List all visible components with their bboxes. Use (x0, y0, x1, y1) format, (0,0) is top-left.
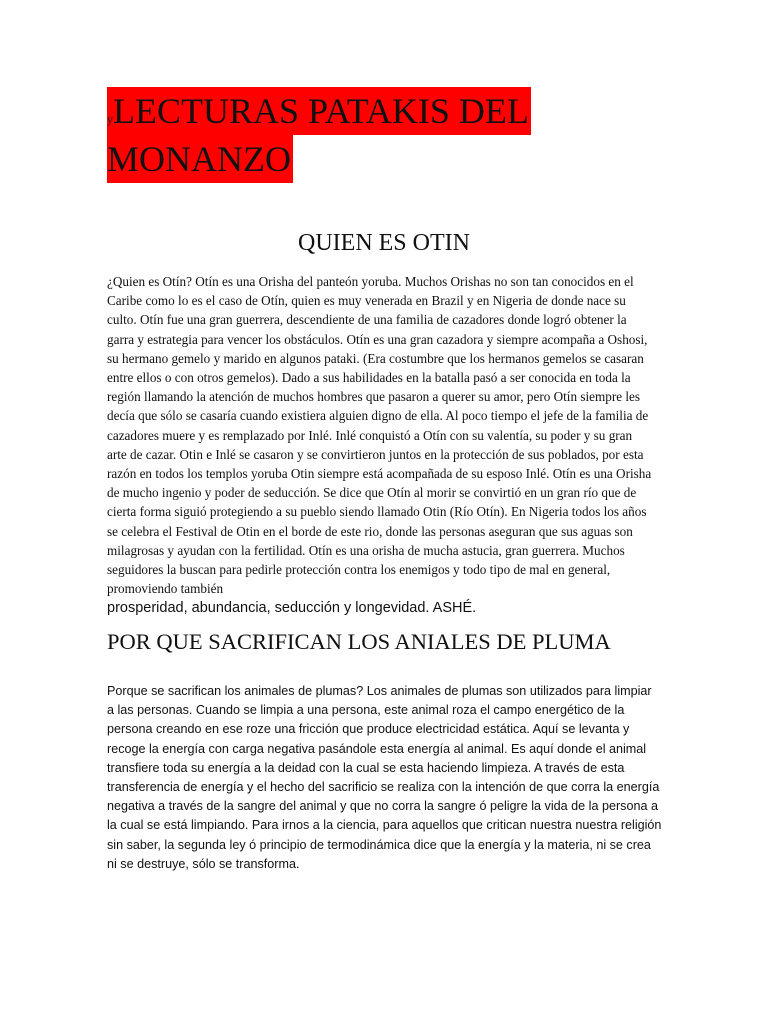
document-title (107, 87, 527, 183)
title-line-1 (107, 87, 531, 135)
title-line-2 (107, 135, 293, 183)
section-heading-pluma: POR QUE SACRIFICAN LOS ANIALES DE PLUMA (107, 629, 611, 654)
title-text-1: LECTURAS PATAKIS DEL (113, 91, 529, 131)
section-body-otin (107, 272, 655, 619)
otin-body-tail: prosperidad, abundancia, seducción y longevidad. ASHÉ. (107, 600, 477, 617)
section-heading-otin: QUIEN ES OTIN (298, 230, 470, 256)
title-text-2: MONANZO (107, 139, 291, 179)
section-body-pluma: Porque se sacrifican los animales de plumas? Los animales de plumas son utilizados para limpiar a las personas. Cuando se limpia a una persona, este animal roza el campo energético de la persona creando en ese roze una fricción que produce electricidad estática. Aquí se levanta y recoge la energía con carga negativa pasándole esta energía al animal. Es aquí donde el animal transfiere toda su energía a la deidad con la cual se esta haciendo limpieza. A través de esta transferencia de energía y el hecho del sacrificio se realiza con la intención de que corra la energía negativa a través de la sangre del animal y que no corra la sangre ó peligre la vida de la persona a la cual se está limpiando. Para irnos a la ciencia, para aquellos que critican nuestra nuestra religión sin saber, la segunda ley ó principio de termodinámica dice que la energía y la materia, ni se crea ni se destruye, sólo se transforma. (107, 684, 662, 871)
otin-body-text: ¿Quien es Otín? Otín es una Orisha del panteón yoruba. Muchos Orishas no son tan conocidos en el Caribe como lo es el caso de Otín, quien es muy venerada en Brazil y en Nigeria de donde nace su culto. Otín fue una gran guerrera, descendiente de una familia de cazadores donde logró obtener la garra y estrategia para vencer los obstáculos. Otín es una gran cazadora y siempre acompaña a Oshosi, su hermano gemelo y marido en algunos pataki. (Era costumbre que los hermanos gemelos se casaran entre ellos o con otros gemelos). Dado a sus habilidades en la batalla pasó a ser conocida en toda la región llamando la atención de muchos hombres que pasaron a querer su amor, pero Otín siempre les decía que sólo se casaría cuando existiera alguien digno de ella. Al poco tiempo el jefe de la familia de cazadores muere y es remplazado por Inlé. Inlé conquistó a Otín con su valentía, su poder y su gran arte de cazar. Otin e Inlé se casaron y se convirtieron juntos en la protección de sus poblados, por esta razón en todos los templos yoruba Otin siempre está acompañada de su esposo Inlé. Otín es una Orisha de mucho ingenio y poder de seducción. Se dice que Otín al morir se convirtió en un gran río que de cierta forma siguió protegiendo a su pueblo siendo llamado Otin (Río Otín). En Nigeria todos los años se celebra el Festival de Otin en el borde de este rio, donde las personas aseguran que sus aguas son milagrosas y ayudan con la fertilidad. Otín es una orisha de mucha astucia, gran guerrera. Muchos seguidores la buscan para pedirle protección contra los enemigos y todo tipo de mal en general, promoviendo también (107, 274, 652, 597)
title-marker: y (107, 112, 113, 126)
